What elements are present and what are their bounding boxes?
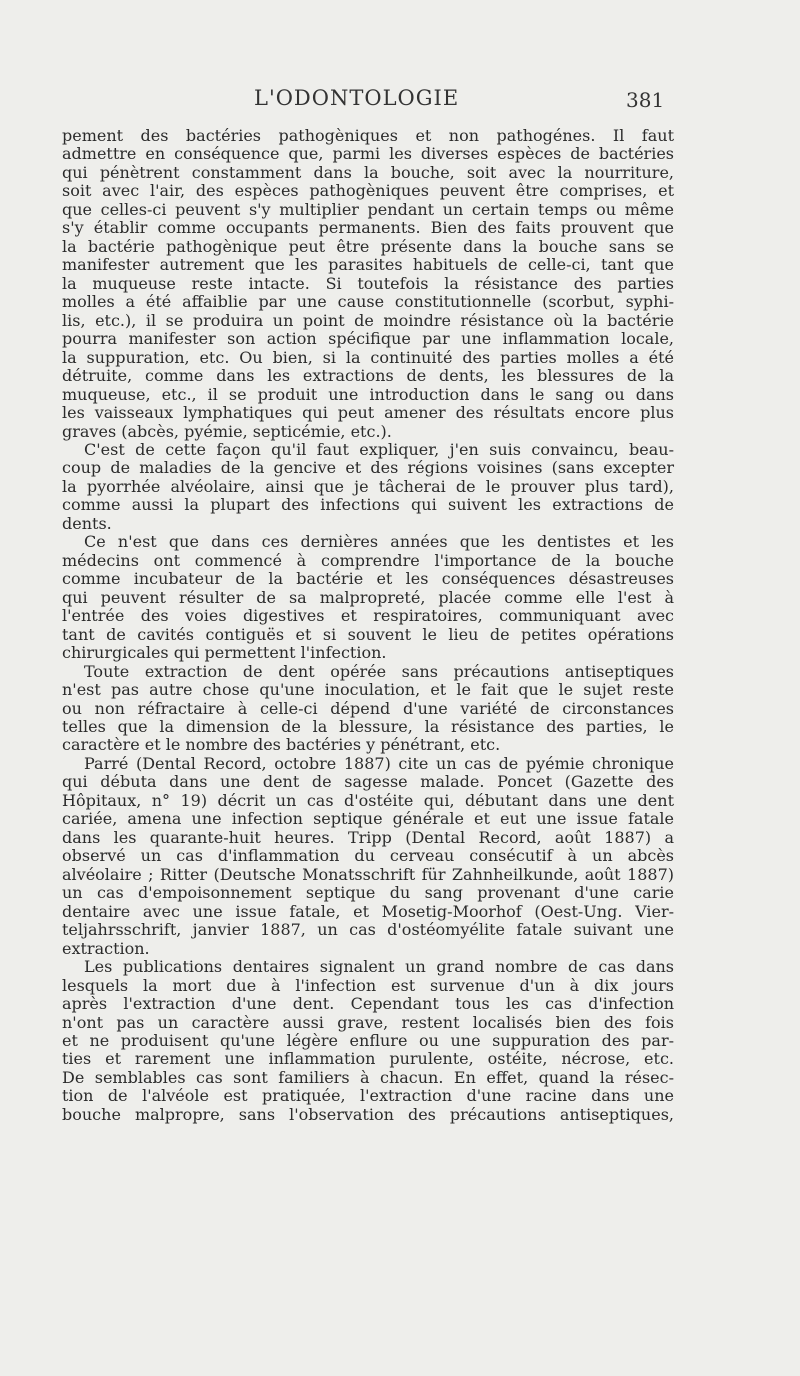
text-line: un cas d'empoisonnement septique du sang provenant d'une carie	[62, 883, 674, 903]
text-line: caractère et le nombre des bactéries y pénétrant, etc.	[62, 735, 501, 755]
text-line: Ce n'est que dans ces dernières années que les dentistes et les	[84, 532, 674, 552]
text-line: manifester autrement que les parasites habituels de celle-ci, tant que	[62, 255, 674, 275]
text-line: n'est pas autre chose qu'une inoculation, et le fait que le sujet reste	[62, 680, 674, 700]
text-line: la pyorrhée alvéolaire, ainsi que je tâcherai de le prouver plus tard),	[62, 476, 674, 496]
text-line: ou non réfractaire à celle-ci dépend d'une variété de circonstances	[62, 698, 674, 718]
text-line: C'est de cette façon qu'il faut expliquer, j'en suis convaincu, beau-	[84, 439, 674, 459]
text-line: après l'extraction d'une dent. Cependant tous les cas d'infection	[62, 994, 674, 1014]
text-line: lis, etc.), il se produira un point de moindre résistance où la bactérie	[62, 310, 674, 330]
text-line: ties et rarement une inflammation purulente, ostéite, nécrose, etc.	[62, 1049, 674, 1069]
running-title: L'ODONTOLOGIE	[254, 86, 460, 110]
text-line: extraction.	[62, 938, 150, 958]
text-line: dents.	[62, 513, 112, 533]
text-line: tant de cavités contiguës et si souvent le lieu de petites opérations	[62, 624, 674, 644]
text-line: teljahrsschrift, janvier 1887, un cas d'ostéomyélite fatale suivant une	[62, 920, 674, 940]
text-line: Les publications dentaires signalent un grand nombre de cas dans	[84, 957, 674, 977]
text-line: qui débuta dans une dent de sagesse malade. Poncet (Gazette des	[62, 772, 674, 792]
page-header	[0, 86, 800, 116]
text-line: admettre en conséquence que, parmi les diverses espèces de bactéries	[62, 144, 674, 164]
page-number: 381	[626, 88, 665, 112]
text-line: molles a été affaiblie par une cause constitutionnelle (scorbut, syphi-	[62, 292, 674, 312]
text-line: alvéolaire ; Ritter (Deutsche Monatsschrift für Zahnheilkunde, août 1887)	[62, 864, 674, 884]
text-line: pement des bactéries pathogèniques et non pathogénes. Il faut	[62, 126, 674, 145]
text-line: la muqueuse reste intacte. Si toutefois la résistance des parties	[62, 273, 674, 293]
text-line: détruite, comme dans les extractions de dents, les blessures de la	[62, 366, 674, 386]
text-line: Toute extraction de dent opérée sans précautions antiseptiques	[84, 661, 674, 681]
text-line: observé un cas d'inflammation du cerveau consécutif à un abcès	[62, 846, 674, 866]
text-line: qui peuvent résulter de sa malpropreté, placée comme elle l'est à	[62, 587, 674, 607]
text-line: lesquels la mort due à l'infection est survenue d'un à dix jours	[62, 975, 674, 995]
text-line: Parré (Dental Record, octobre 1887) cite un cas de pyémie chronique	[84, 753, 674, 773]
text-line: tion de l'alvéole est pratiquée, l'extraction d'une racine dans une	[62, 1086, 674, 1106]
text-line: l'entrée des voies digestives et respiratoires, communiquant avec	[62, 606, 674, 626]
body-text	[62, 127, 674, 1124]
text-line: la bactérie pathogènique peut être présente dans la bouche sans se	[62, 236, 674, 256]
text-line: s'y établir comme occupants permanents. Bien des faits prouvent que	[62, 218, 674, 238]
text-line: comme aussi la plupart des infections qui suivent les extractions de	[62, 495, 674, 515]
text-line: De semblables cas sont familiers à chacun. En effet, quand la résec-	[62, 1067, 674, 1087]
text-line: n'ont pas un caractère aussi grave, restent localisés bien des fois	[62, 1012, 674, 1032]
text-line: comme incubateur de la bactérie et les conséquences désastreuses	[62, 569, 674, 589]
text-line: la suppuration, etc. Ou bien, si la continuité des parties molles a été	[62, 347, 674, 367]
text-line: cariée, amena une infection septique générale et eut une issue fatale	[62, 809, 674, 829]
text-line: pourra manifester son action spécifique par une inflammation locale,	[62, 329, 674, 349]
text-line: que celles-ci peuvent s'y multiplier pendant un certain temps ou même	[62, 199, 674, 219]
text-line: Hôpitaux, n° 19) décrit un cas d'ostéite qui, débutant dans une dent	[62, 790, 674, 810]
text-line: qui pénètrent constamment dans la bouche, soit avec la nourriture,	[62, 162, 674, 182]
text-line: soit avec l'air, des espèces pathogèniques peuvent être comprises, et	[62, 181, 674, 201]
text-line: dans les quarante-huit heures. Tripp (Dental Record, août 1887) a	[62, 827, 674, 847]
text-line: dentaire avec une issue fatale, et Mosetig-Moorhof (Oest-Ung. Vier-	[62, 901, 674, 921]
text-line: chirurgicales qui permettent l'infection.	[62, 643, 387, 663]
text-line: bouche malpropre, sans l'observation des précautions antiseptiques,	[62, 1104, 674, 1124]
text-line: muqueuse, etc., il se produit une introduction dans le sang ou dans	[62, 384, 674, 404]
text-line: les vaisseaux lymphatiques qui peut amener des résultats encore plus	[62, 403, 674, 423]
text-line: médecins ont commencé à comprendre l'importance de la bouche	[62, 550, 674, 570]
text-line: coup de maladies de la gencive et des régions voisines (sans excepter	[62, 458, 674, 478]
text-line: et ne produisent qu'une légère enflure ou une suppuration des par-	[62, 1030, 674, 1050]
text-line: graves (abcès, pyémie, septicémie, etc.).	[62, 421, 392, 441]
text-line: telles que la dimension de la blessure, la résistance des parties, le	[62, 717, 674, 736]
